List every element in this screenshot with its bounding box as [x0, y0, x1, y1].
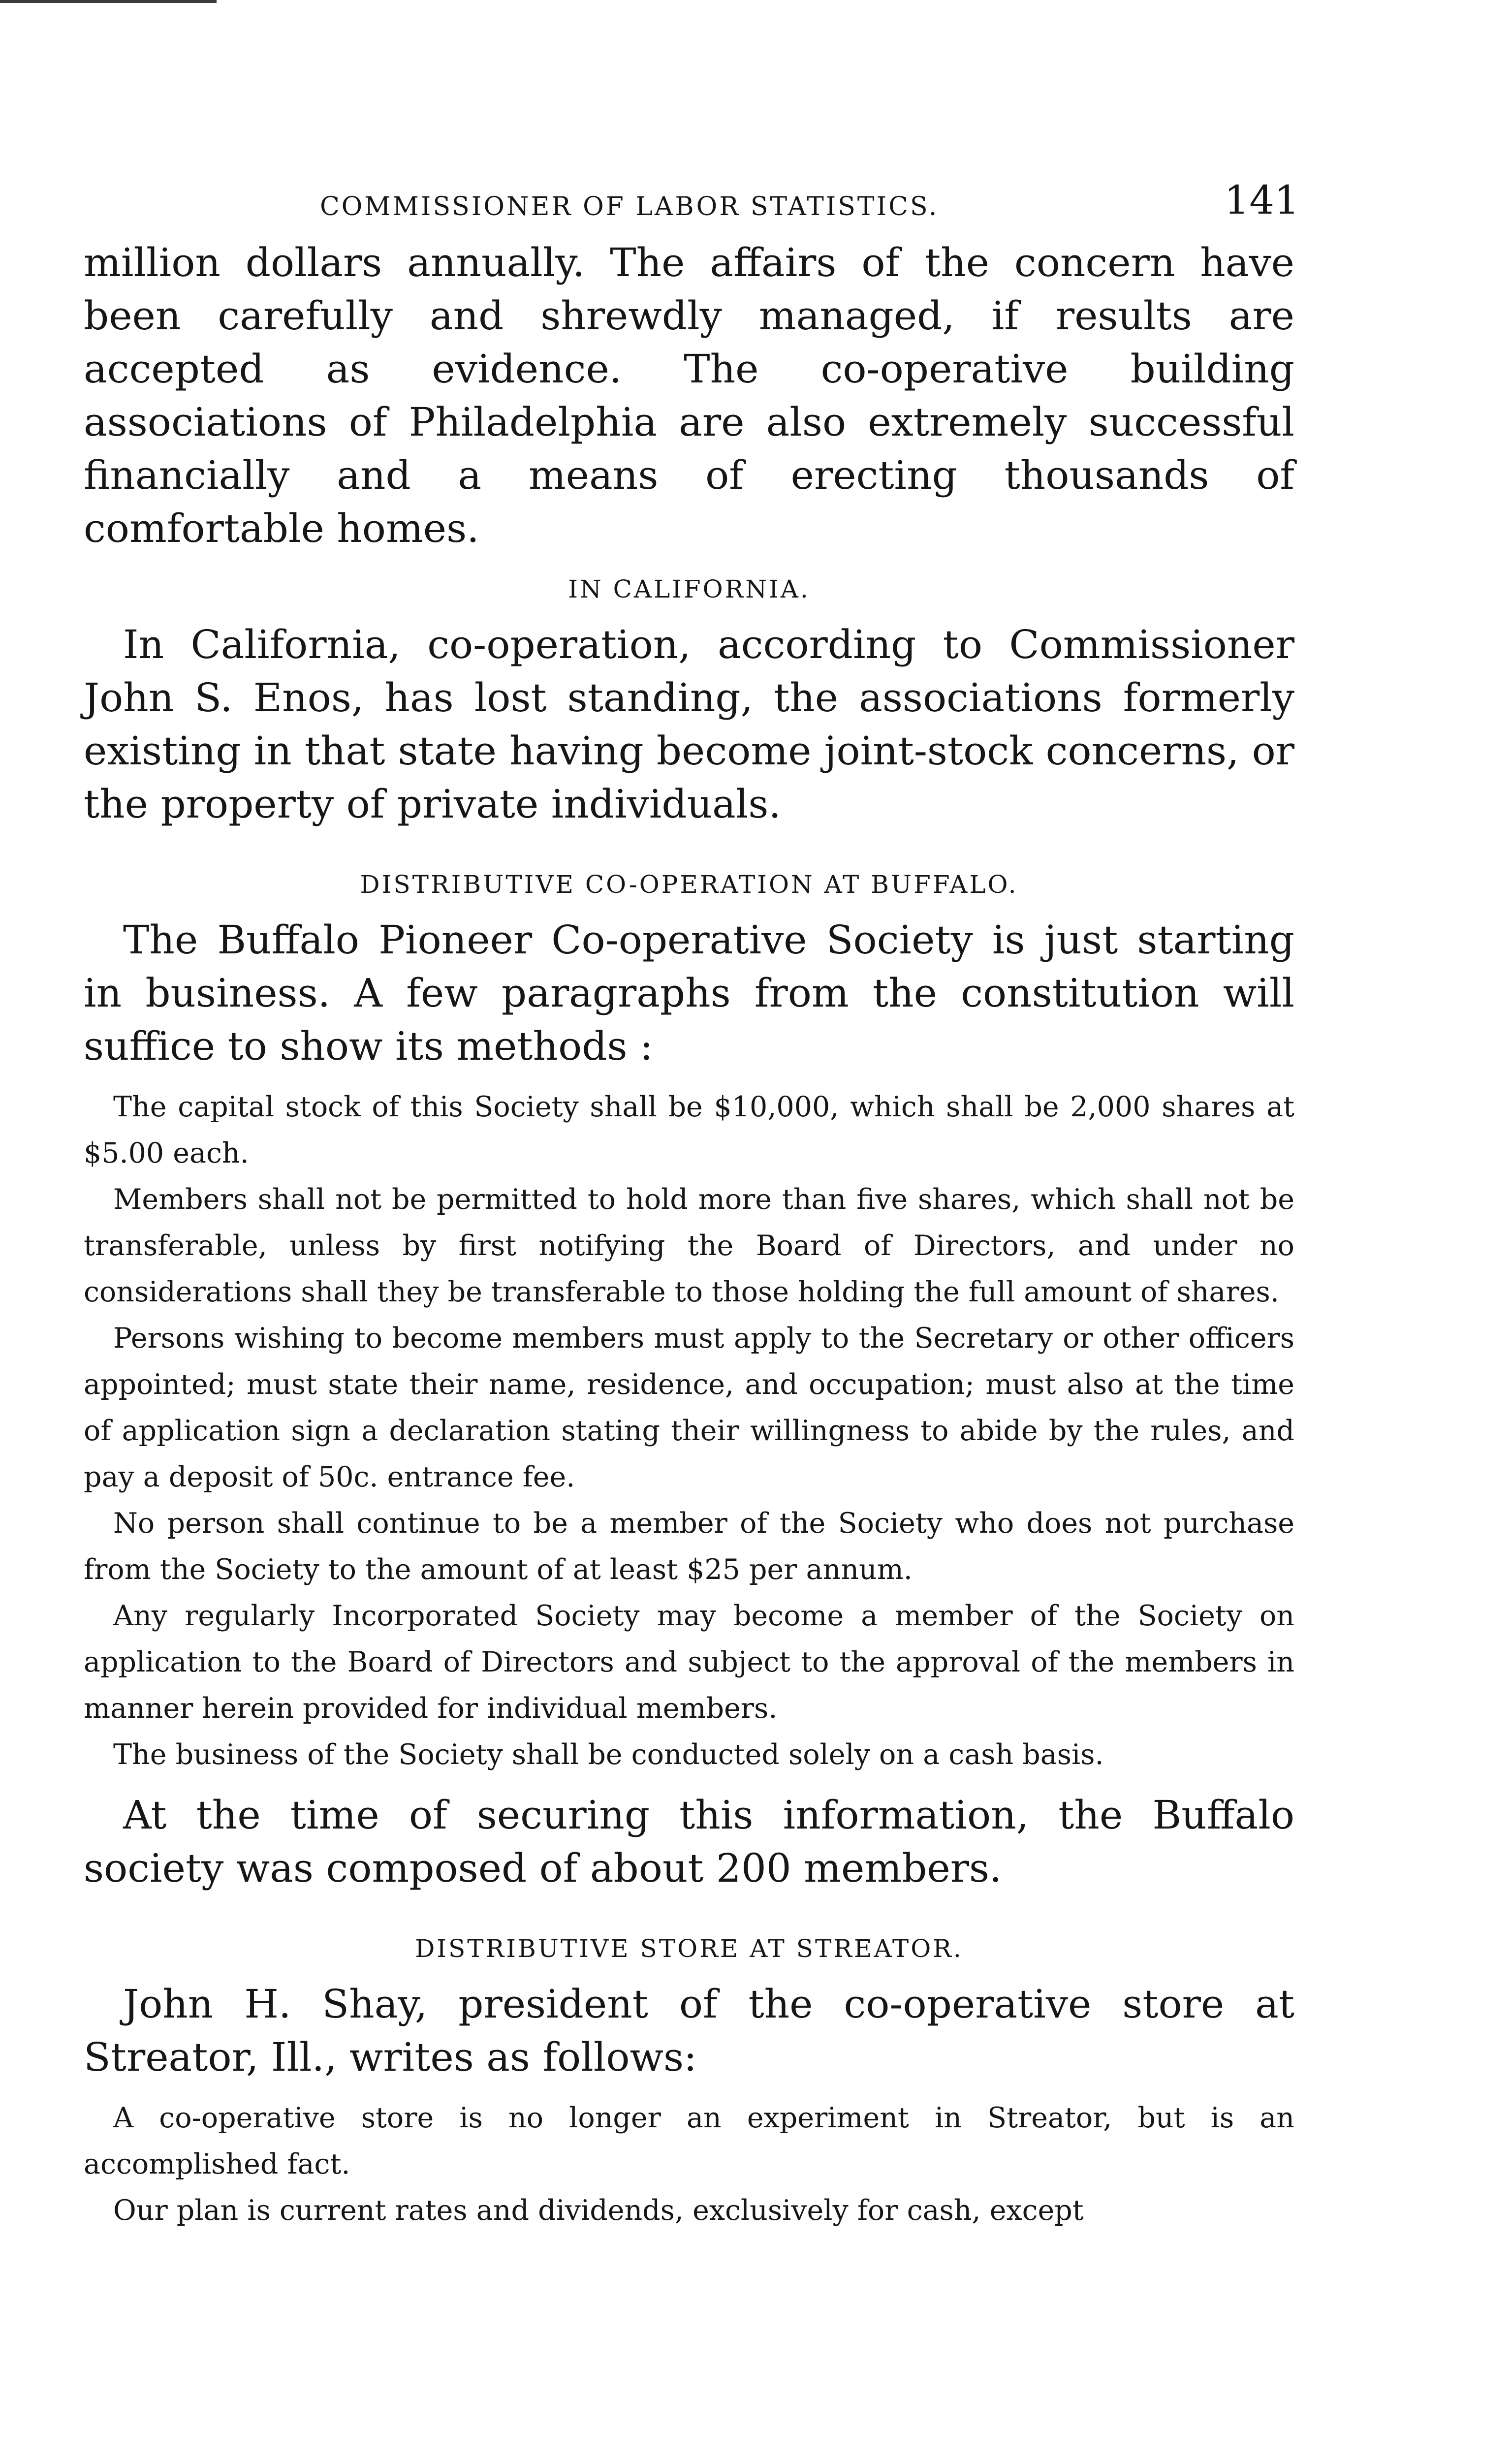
quote-streator-store: A co-operative store is no longer an experiment in Streator, but is an accomplished fact.	[84, 2102, 1294, 2180]
quote-shares-limit: Members shall not be permitted to hold more than five shares, which shall not be transferable, unless by first notifying the Board of Directors, and under no considerations shall they be transferable to those holding the full amount of shares.	[84, 1183, 1294, 1308]
section-heading-buffalo: DISTRIBUTIVE CO-OPERATION AT BUFFALO.	[360, 870, 1018, 899]
paragraph-buffalo-outro: At the time of securing this information, the Buffalo society was composed of about 200 members.	[84, 1792, 1294, 1891]
quote-capital-stock: The capital stock of this Society shall be $10,000, which shall be 2,000 shares at $5.00 each.	[84, 1091, 1294, 1169]
paragraph-buffalo-intro: The Buffalo Pioneer Co-operative Society is just starting in business. A few paragraphs from the constitution will suffice to show its methods :	[84, 917, 1294, 1069]
paragraph-streator-intro: John H. Shay, president of the co-operative store at Streator, Ill., writes as follows:	[84, 1981, 1294, 2080]
paragraph-intro: million dollars annually. The affairs of the concern have been carefully and shrewdly managed, if results are accepted as evidence. The co-operative building associations of Philadelphia are also extremely successful financially and a means of erecting thousands of comfortable homes.	[84, 240, 1294, 551]
page-header	[84, 177, 1299, 236]
paragraph-california: In California, co-operation, according to Commissioner John S. Enos, has lost standing, the associations formerly existing in that state having become joint-stock concerns, or the property of private individuals.	[84, 622, 1294, 827]
top-rule	[0, 0, 217, 3]
quote-streator-plan: Our plan is current rates and dividends, exclusively for cash, except	[113, 2194, 1084, 2227]
quote-membership-application: Persons wishing to become members must apply to the Secretary or other officers appointed; must state their name, residence, and occupation; must also at the time of application sign a declaration stating their willingness to abide by the rules, and pay a deposit of 50c. entrance fee.	[84, 1322, 1294, 1493]
section-heading-streator: DISTRIBUTIVE STORE AT STREATOR.	[415, 1934, 963, 1963]
quote-incorporated-society: Any regularly Incorporated Society may become a member of the Society on application to the Board of Directors and subject to the approval of the members in manner herein provided for individual members.	[84, 1600, 1294, 1725]
running-title: COMMISSIONER OF LABOR STATISTICS.	[320, 192, 939, 221]
section-heading-california: IN CALIFORNIA.	[568, 575, 810, 603]
page-number: 141	[1224, 177, 1299, 223]
quote-purchase-requirement: No person shall continue to be a member of the Society who does not purchase from the Society to the amount of at least $25 per annum.	[84, 1507, 1294, 1586]
page	[84, 177, 1299, 2234]
quote-cash-basis: The business of the Society shall be conducted solely on a cash basis.	[113, 1738, 1104, 1771]
